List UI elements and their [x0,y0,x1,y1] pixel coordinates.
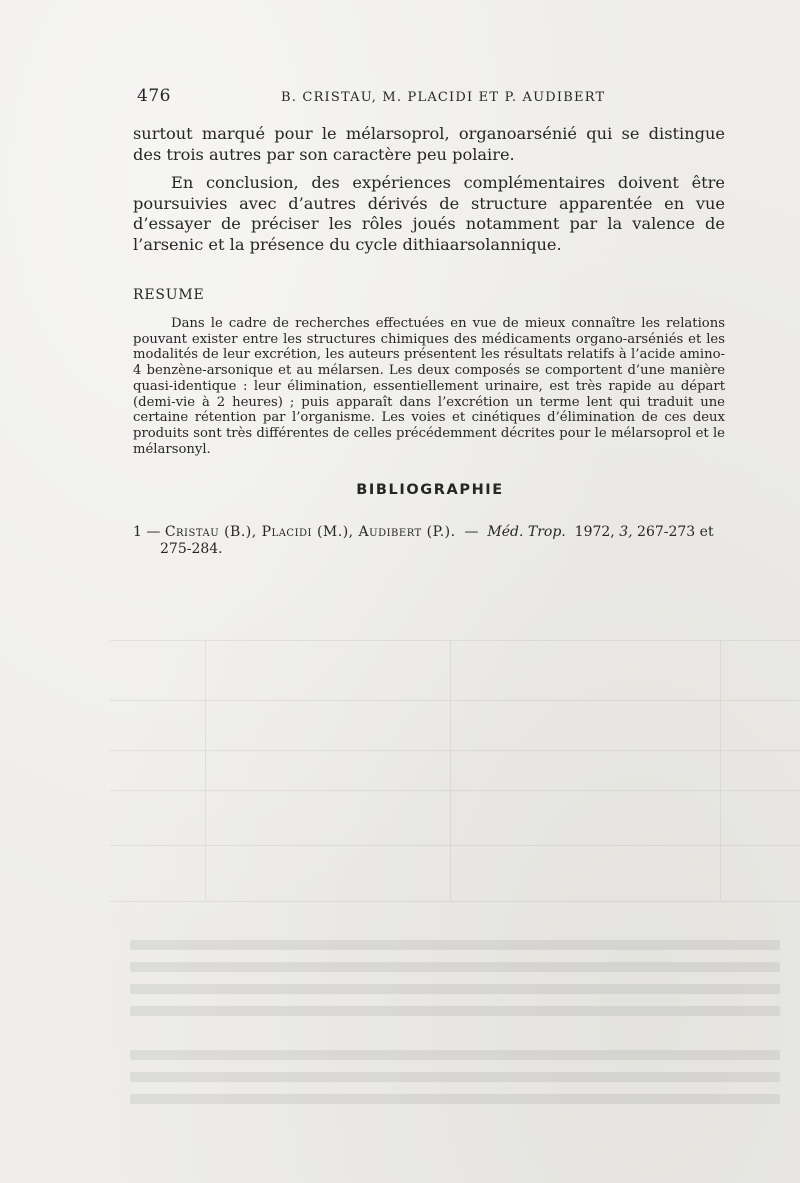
body-paragraph-conclusion: En conclusion, des expériences complémentaires doivent être poursuivies avec d’autres dérivés de structure apparentée en vue d’essayer de préciser les rôles joués notamment par la valence de l’arsenic et la présence du cycle dithiaarsolannique. [133,173,725,254]
page-number: 476 [137,86,171,106]
reference-volume: 3, [619,524,633,540]
reference-year: 1972, [574,524,615,540]
resume-text [133,316,725,457]
page-header [137,86,725,110]
resume-heading: RESUME [133,287,205,303]
reference-journal: Méd. Trop. [487,524,566,540]
running-head: B. CRISTAU, M. PLACIDI ET P. AUDIBERT [281,90,606,105]
reference-item [133,524,725,541]
resume-paragraph: Dans le cadre de recherches effectuées en vue de mieux connaître les relations pouvant exister entre les structures chimiques des médicaments organo-arséniés et les modalités de leur excrétion, les auteurs présentent les résultats relatifs à l’acide amino-4 benzène-arsonique et au mélarsen. Les deux composés se comportent d’une manière quasi-identique : leur élimination, essentiellement urinaire, est très rapide au départ (demi-vie à 2 heures) ; puis apparaît dans l’excrétion un terme lent qui traduit une certaine rétention par l’organisme. Les voies et cinétiques d’élimination de ces deux produits sont très différentes de celles précédemment décrites pour le mélarsoprol et le mélarsonyl. [133,316,725,457]
body-paragraph: surtout marqué pour le mélarsoprol, organoarsénié qui se distingue des trois autres par son caractère peu polaire. [133,124,725,164]
bibliography-heading: BIBLIOGRAPHIE [356,482,504,498]
reference-number: 1 — [133,524,161,540]
reference-pages-continued: 275-284. [160,541,223,557]
reference-pages: 267-273 et [637,524,714,540]
body-text [133,124,725,255]
reference-separator: — [464,524,479,540]
reference-authors: Cristau (B.), Placidi (M.), Audibert (P.). [164,524,456,540]
